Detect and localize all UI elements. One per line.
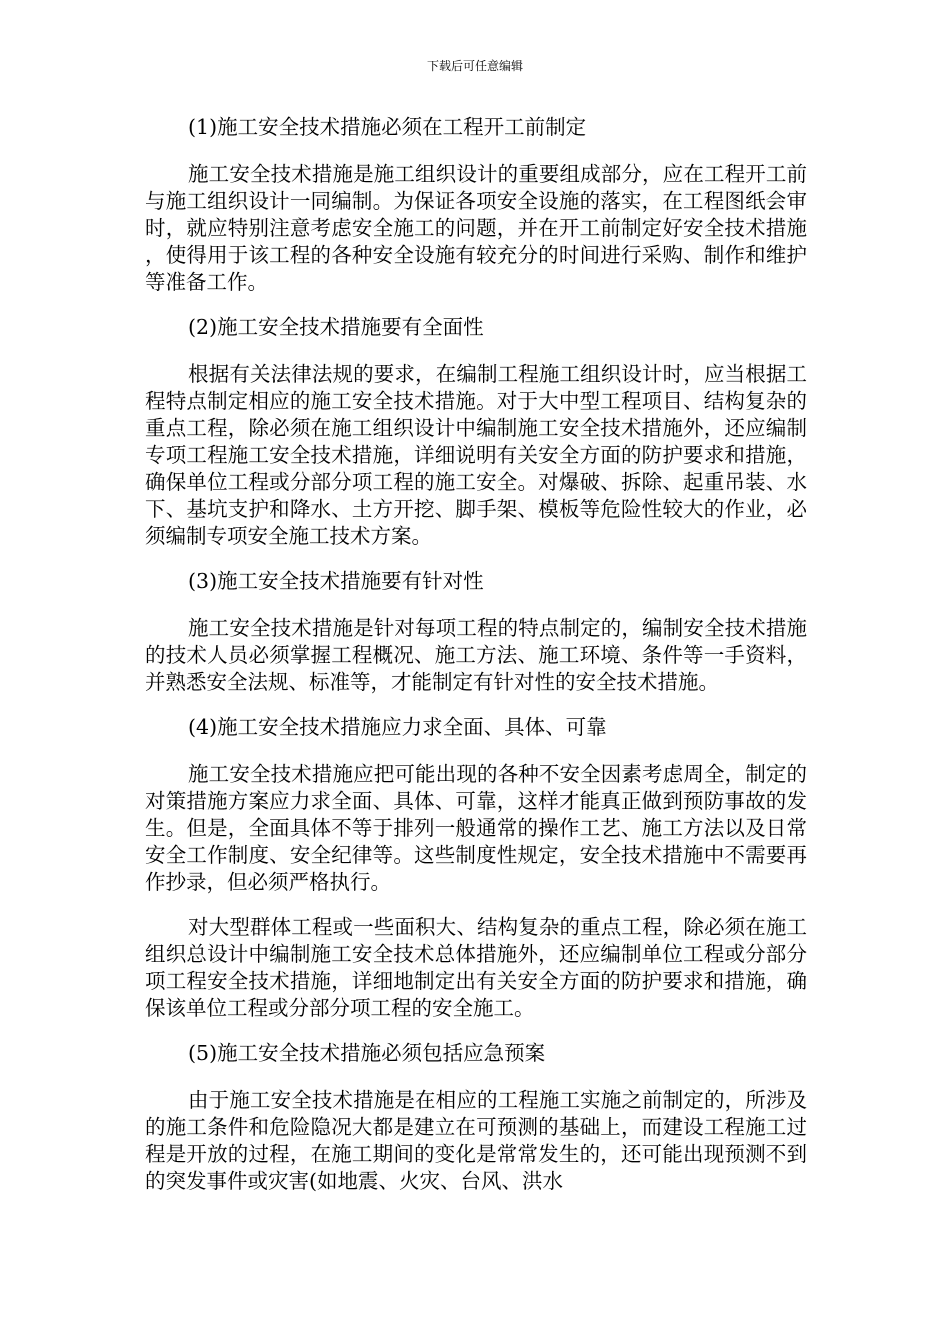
section-heading-1: (1)施工安全技术措施必须在工程开工前制定 (188, 115, 587, 139)
paragraph-5: 对大型群体工程或一些面积大、结构复杂的重点工程，除必须在施工组织总设计中编制施工安全技术总体措施外，还应编制单位工程或分部分项工程安全技术措施，详细地制定出有关安全方面的防护要求和措施，确保该单位工程或分部分项工程的安全施工。 (145, 915, 807, 1020)
paragraph-2: 根据有关法律法规的要求，在编制工程施工组织设计时，应当根据工程特点制定相应的施工安全技术措施。对于大中型工程项目、结构复杂的重点工程，除必须在施工组织设计中编制施工安全技术措施外，还应编制专项工程施工安全技术措施，详细说明有关安全方面的防护要求和措施，确保单位工程或分部分项工程的施工安全。对爆破、拆除、起重吊装、水下、基坑支护和降水、土方开挖、脚手架、模板等危险性较大的作业，必须编制专项安全施工技术方案。 (145, 362, 807, 548)
paragraph-1: 施工安全技术措施是施工组织设计的重要组成部分，应在工程开工前与施工组织设计一同编制。为保证各项安全设施的落实，在工程图纸会审时，就应特别注意考虑安全施工的问题，并在开工前制定好安全技术措施，使得用于该工程的各种安全设施有较充分的时间进行采购、制作和维护等准备工作。 (145, 162, 807, 294)
paragraph-6: 由于施工安全技术措施是在相应的工程施工实施之前制定的，所涉及的施工条件和危险隐况大都是建立在可预测的基础上，而建设工程施工过程是开放的过程，在施工期间的变化是常常发生的，还可能出现预测不到的突发事件或灾害(如地震、火灾、台风、洪水 (145, 1088, 807, 1193)
document-body (145, 114, 807, 1213)
section-heading-4: (4)施工安全技术措施应力求全面、具体、可靠 (188, 715, 607, 739)
paragraph-3: 施工安全技术措施是针对每项工程的特点制定的，编制安全技术措施的技术人员必须掌握工程概况、施工方法、施工环境、条件等一手资料，并熟悉安全法规、标准等，才能制定有针对性的安全技术措施。 (145, 616, 807, 694)
section-heading-5: (5)施工安全技术措施必须包括应急预案 (188, 1041, 546, 1065)
header-note: 下载后可任意编辑 (426, 59, 523, 73)
section-heading-3: (3)施工安全技术措施要有针对性 (188, 569, 484, 593)
paragraph-4: 施工安全技术措施应把可能出现的各种不安全因素考虑周全，制定的对策措施方案应力求全面、具体、可靠，这样才能真正做到预防事故的发生。但是，全面具体不等于排列一般通常的操作工艺、施工方法以及日常安全工作制度、安全纪律等。这些制度性规定，安全技术措施中不需要再作抄录，但必须严格执行。 (145, 762, 807, 894)
section-heading-2: (2)施工安全技术措施要有全面性 (188, 315, 484, 339)
